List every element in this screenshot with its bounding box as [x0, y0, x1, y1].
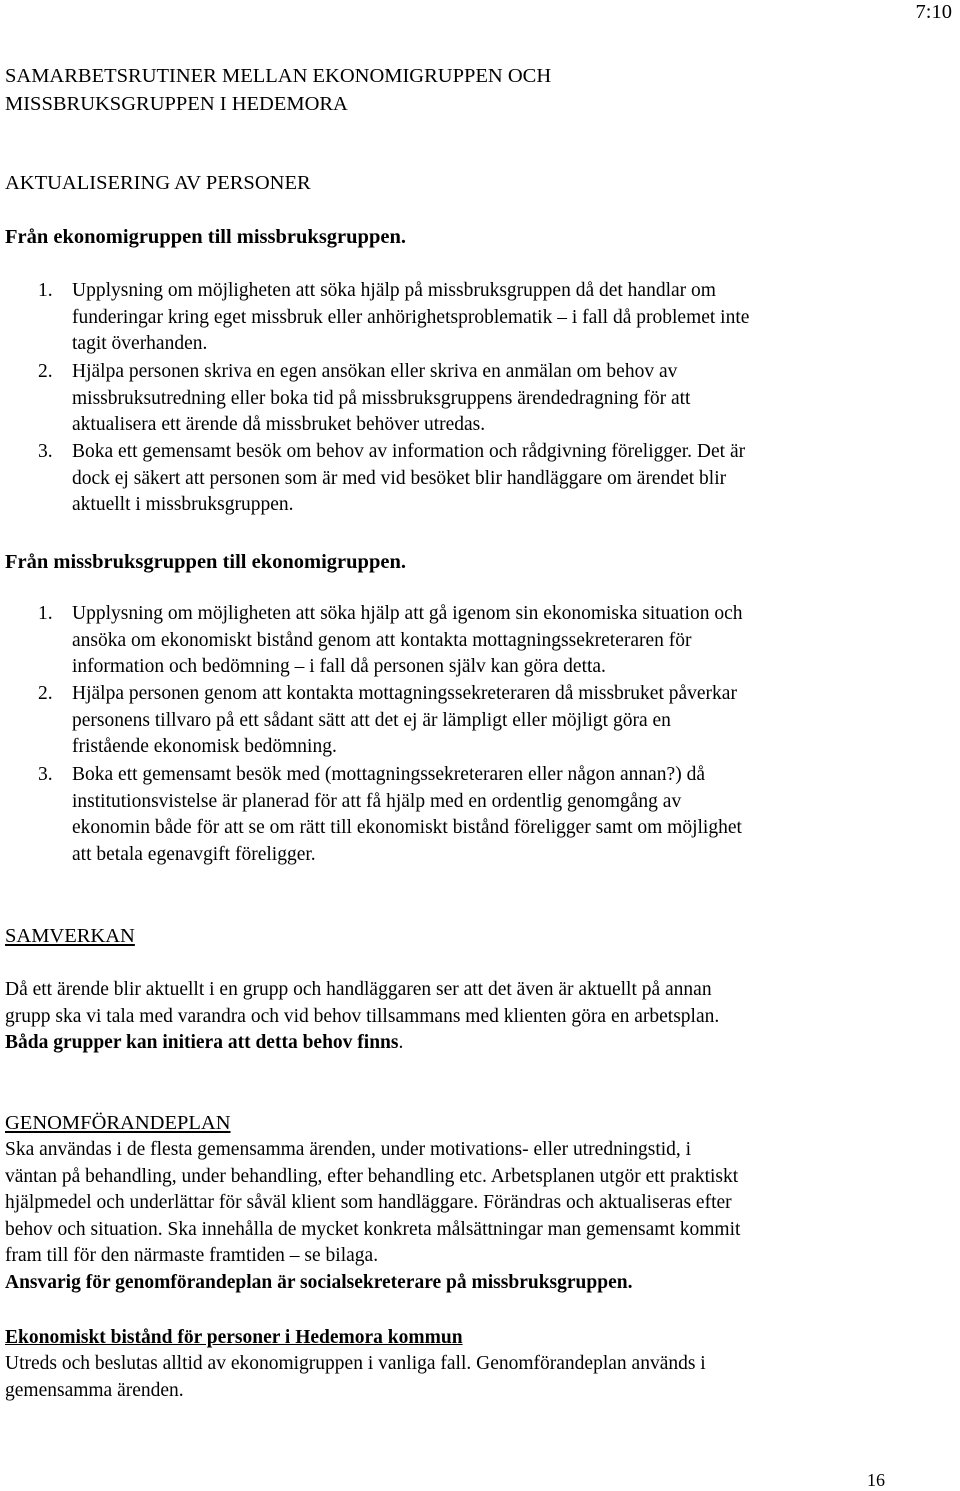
list-item: [72, 762, 742, 868]
list-item-line: funderingar kring eget missbruk eller anhörighetsproblematik – i fall då problemet inte: [72, 306, 750, 328]
list-item: [72, 359, 690, 439]
list-item-number: 2.: [38, 361, 53, 382]
bold-text: Båda grupper kan initiera att detta behov finns: [5, 1032, 399, 1053]
heading-samverkan: SAMVERKAN: [5, 925, 135, 947]
list-item-line: personens tillvaro på ett sådant sätt att det ej är lämpligt eller möjligt göra en: [72, 709, 671, 731]
list-item-line: missbruksutredning eller boka tid på missbruksgruppens ärendedragning för att: [72, 387, 691, 409]
heading-plan: GENOMFÖRANDEPLAN: [5, 1112, 231, 1134]
list-item-number: 3.: [38, 764, 53, 785]
plan-paragraph: [5, 1137, 740, 1296]
list-item-line: Boka ett gemensamt besök med (mottagningssekreteraren eller någon annan?) då: [72, 764, 705, 785]
plan-responsibility-line: Ansvarig för genomförandeplan är socialsekreterare på missbruksgruppen.: [5, 1271, 633, 1293]
period-text: .: [398, 1032, 404, 1053]
paragraph-line: behov och situation. Ska innehålla de mycket konkreta målsättningar man gemensamt kommit: [5, 1218, 741, 1240]
aid-paragraph: [5, 1351, 706, 1404]
list-item-line: Upplysning om möjligheten att söka hjälp på missbruksgruppen då det handlar om: [72, 280, 716, 301]
paragraph-line: fram till för den närmaste framtiden – se bilaga.: [5, 1245, 379, 1266]
list-item-number: 1.: [38, 603, 53, 624]
list-item-number: 2.: [38, 683, 53, 704]
list-item-line: ansöka om ekonomiskt bistånd genom att kontakta mottagningssekreteraren för: [72, 629, 692, 651]
paragraph-line: väntan på behandling, under behandling, efter behandling etc. Arbetsplanen utgör ett praktiskt: [5, 1165, 739, 1187]
list-item-line: information och bedömning – i fall då personen själv kan göra detta.: [72, 656, 606, 677]
list-item: [72, 601, 743, 681]
list-item-line: aktuellt i missbruksgruppen.: [72, 494, 294, 515]
document-title: [5, 62, 551, 118]
list-item-line: Hjälpa personen skriva en egen ansökan eller skriva en anmälan om behov av: [72, 361, 678, 382]
title-line-2: MISSBRUKSGRUPPEN I HEDEMORA: [5, 93, 348, 115]
page-number: 16: [867, 1470, 885, 1490]
list-item-line: att betala egenavgift föreligger.: [72, 843, 316, 865]
paragraph-line: hjälpmedel och underlättar för såväl klient som handläggare. Förändras och aktualiseras efter: [5, 1192, 732, 1213]
list-item: [72, 681, 737, 761]
list-item-line: aktualisera ett ärende då missbruket behöver utredas.: [72, 414, 486, 435]
list-item: [72, 439, 745, 519]
subheading-abuse-to-economy: Från missbruksgruppen till ekonomigruppen.: [5, 551, 406, 573]
paragraph-line: Ska användas i de flesta gemensamma ärenden, under motivations- eller utredningstid, i: [5, 1139, 692, 1160]
list-item-line: institutionsvistelse är planerad för att få hjälp med en ordentlig genomgång av: [72, 790, 682, 812]
list-item-number: 1.: [38, 280, 53, 301]
paragraph-line: gemensamma ärenden.: [5, 1379, 184, 1401]
paragraph-line: Då ett ärende blir aktuellt i en grupp och handläggaren ser att det även är aktuellt på annan: [5, 979, 712, 1000]
samverkan-paragraph: [5, 977, 719, 1057]
subheading-economy-to-abuse: Från ekonomigruppen till missbruksgruppen.: [5, 226, 406, 248]
list-item-line: tagit överhanden.: [72, 333, 208, 354]
list-item: [72, 278, 749, 358]
list-item-line: fristående ekonomisk bedömning.: [72, 736, 337, 757]
paragraph-line: grupp ska vi tala med varandra och vid behov tillsammans med klienten göra en arbetsplan.: [5, 1005, 720, 1027]
list-item-line: Upplysning om möjligheten att söka hjälp att gå igenom sin ekonomiska situation och: [72, 603, 743, 624]
heading-actualization: AKTUALISERING AV PERSONER: [5, 172, 311, 194]
title-line-1: SAMARBETSRUTINER MELLAN EKONOMIGRUPPEN OCH: [5, 65, 552, 87]
list-item-line: Boka ett gemensamt besök om behov av information och rådgivning föreligger. Det är: [72, 441, 746, 462]
list-item-line: dock ej säkert att personen som är med vid besöket blir handläggare om ärendet blir: [72, 467, 727, 489]
page-reference: 7:10: [915, 1, 952, 23]
list-item-number: 3.: [38, 441, 53, 462]
list-item-line: Hjälpa personen genom att kontakta mottagningssekreteraren då missbruket påverkar: [72, 683, 737, 704]
heading-economic-aid: Ekonomiskt bistånd för personer i Hedemora kommun: [5, 1327, 463, 1348]
list-item-line: ekonomin både för att se om rätt till ekonomiskt bistånd föreligger samt om möjlighet: [72, 817, 742, 838]
samverkan-bold-line: [5, 1030, 719, 1057]
paragraph-line: Utreds och beslutas alltid av ekonomigruppen i vanliga fall. Genomförandeplan används i: [5, 1353, 706, 1374]
